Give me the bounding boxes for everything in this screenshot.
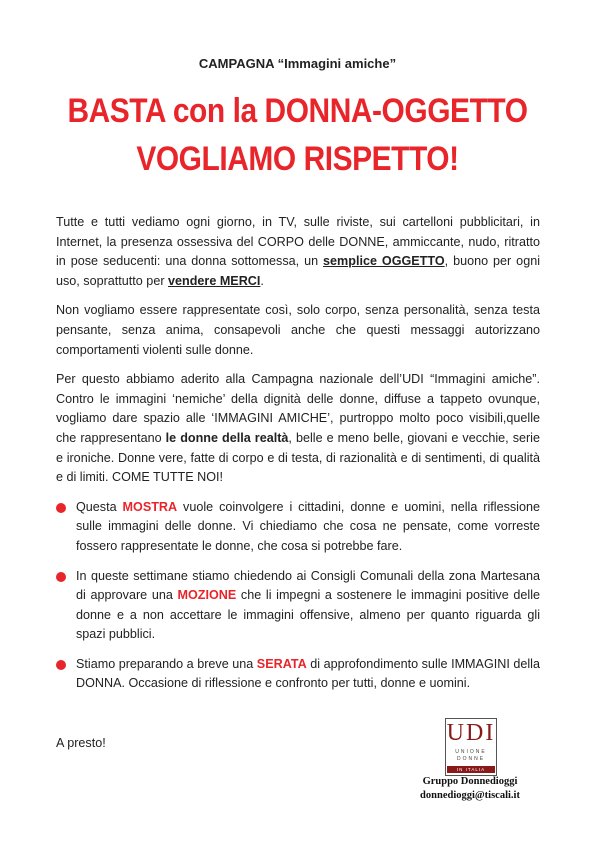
emphasis-vendere-merci: vendere MERCI (168, 273, 261, 288)
paragraph-2: Non vogliamo essere rappresentate così, solo corpo, senza personalità, senza testa pensante, senza anima, consapevoli anche che questi messaggi autorizzano comportamenti violenti sulle donne. (56, 303, 540, 357)
body-text (56, 213, 540, 704)
paragraph-3-text: Per questo abbiamo aderito alla Campagna nazionale dell’UDI “Immagini amiche”. Contro le immagini ‘nemiche’ della dignità delle donne, diffuse a tappeto ovunque, vogliamo dare spazio alle ‘IMMAGINI AMICHE’, purtroppo molto poco visibili,quelle che rappresentano (56, 372, 540, 445)
bullet-emphasis: MOZIONE (177, 588, 237, 603)
bullet-text: Stiamo preparando a breve una (76, 656, 257, 671)
udi-logo (445, 718, 497, 776)
headline-line-1: BASTA con la DONNA-OGGETTO (67, 92, 528, 130)
bullet-text: di approfondimento sulle IMMAGINI della DONNA. Occasione di riflessione e confronto per tutti, donne e uomini. (76, 656, 540, 691)
bullet-item-mostra (56, 498, 540, 557)
bullet-text: In queste settimane stiamo chiedendo ai Consigli Comunali della zona Martesana di approvare una (76, 568, 540, 603)
headline-line-2: VOGLIAMO RISPETTO! (136, 140, 459, 178)
campaign-title: CAMPAGNA “Immagini amiche” (198, 56, 397, 71)
paragraph-1-text-2: , buono per ogni uso, soprattutto per (56, 254, 540, 288)
paragraph-1-text: Tutte e tutti vediamo ogni giorno, in TV, sulle riviste, sui cartelloni pubblicitari, in Internet, la presenza ossessiva del CORPO delle DONNE, ammiccante, nudo, ritratto in pose seducenti: una donna sottomessa, un (56, 215, 540, 269)
bullet-emphasis: MOSTRA (122, 499, 178, 514)
logo-udi-text: UDI (446, 720, 496, 746)
bullet-dot-icon (56, 503, 66, 513)
logo-line-2: DONNE (456, 756, 486, 762)
bullet-text: che li impegni a sostenere le immagini positive delle donne e a non accettare le immagini offensive, almeno per quanto riguarda gli spazi pubblici. (76, 588, 540, 642)
paragraph-1 (56, 213, 540, 291)
bullet-dot-icon (56, 660, 66, 670)
bullet-item-mozione (56, 567, 540, 645)
bullet-text: Questa (76, 499, 123, 514)
emphasis-donne-realta: le donne della realtà (165, 430, 289, 445)
bullet-item-serata (56, 655, 540, 694)
logo-band: IN ITALIA (447, 766, 495, 773)
signature-group-name: Gruppo Donnedioggi (422, 776, 518, 787)
paragraph-3-text-2: , belle e meno belle, giovani e vecchie, serie e ironiche. Donne vere, fatte di corpo e di testa, di razionalità e di sentimenti, di qualità e di limiti. COME TUTTE NOI! (56, 430, 540, 485)
bullet-dot-icon (56, 572, 66, 582)
closing-text: A presto! (56, 736, 106, 750)
signature-email: donnedioggi@tiscali.it (420, 790, 520, 801)
emphasis-semplice-oggetto: semplice OGGETTO (323, 254, 445, 269)
bullet-text: vuole coinvolgere i cittadini, donne e uomini, nella riflessione sulle immagini delle donne. Vi chiediamo che cosa ne pensate, come vorreste fossero rappresentate le donne, che cosa si potrebbe fare. (76, 499, 540, 553)
bullet-list (56, 498, 540, 694)
logo-line-1: UNIONE (455, 749, 487, 755)
paragraph-3 (56, 370, 540, 488)
bullet-emphasis: SERATA (256, 656, 307, 671)
paragraph-1-text-3: . (260, 273, 264, 288)
